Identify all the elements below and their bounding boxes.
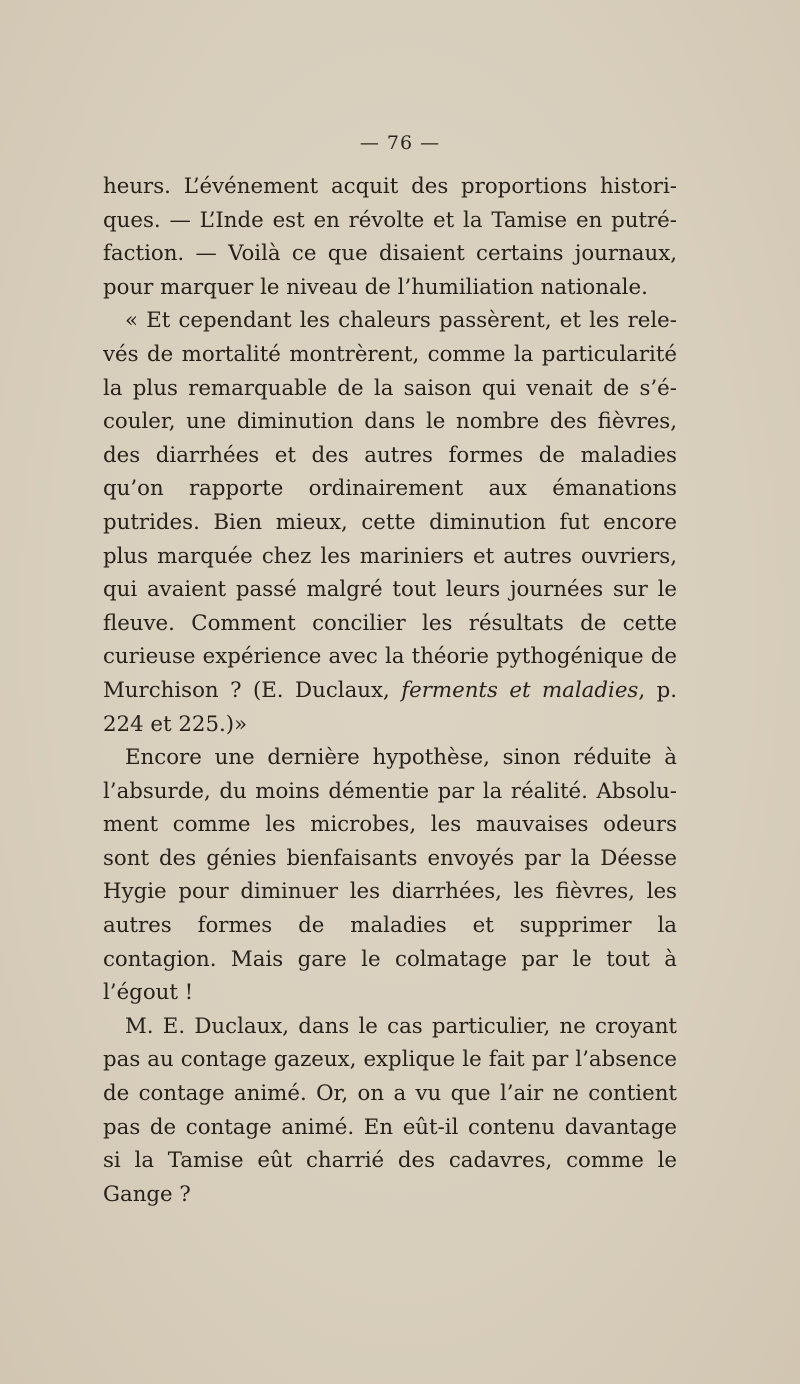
paragraph-3-text: Encore une dernière hypothèse, sinon réduite à l’absurde, du moins démentie par la réalité. Absolument comme les microbes, les mauvaises odeurs sont des génies bienfaisants envoyés par la Déesse Hygie pour diminuer les diarrhées, les fièvres, les autres formes de maladies et supprimer la contagion. Mais gare le colmatage par le tout à l’égout ! — [103, 745, 677, 1006]
paragraph-4-text: M. E. Duclaux, dans le cas particulier, ne croyant pas au contage gazeux, explique le fait par l’absence de contage animé. Or, on a vu que l’air ne contient pas de contage animé. En eût-il contenu davantage si la Tamise eût charrié des cadavres, comme le Gange ? — [103, 1013, 677, 1207]
paragraph-2-quote — [103, 304, 677, 741]
book-title-citation: ferments et maladies — [401, 677, 639, 703]
paragraph-1 — [103, 170, 677, 304]
paragraph-3 — [103, 741, 677, 1010]
page-number: — 76 — — [359, 132, 441, 154]
paragraph-2-text: « Et cependant les chaleurs passèrent, et les relevés de mortalité montrèrent, comme la particularité la plus remarquable de la saison qui venait de s’écouler, une diminution dans le nombre des fièvres, des diarrhées et des autres formes de maladies qu’on rapporte ordinairement aux émanations putrides. Bien mieux, cette diminution fut encore plus marquée chez les mariniers et autres ouvriers, qui avaient passé malgré tout leurs journées sur le fleuve. Comment concilier les résultats de cette curieuse expérience avec la théorie pythogénique de Murchison ? (E. Duclaux, — [103, 308, 677, 703]
citation-pages: , p. 224 et 225.)» — [103, 677, 677, 737]
body-text — [103, 170, 677, 1211]
paragraph-1-text: heurs. L’événement acquit des proportions historiques. — L’Inde est en révolte et la Tamise en putréfaction. — Voilà ce que disaient certains journaux, pour marquer le niveau de l’humiliation nationale. — [103, 174, 677, 300]
paragraph-4 — [103, 1010, 677, 1212]
